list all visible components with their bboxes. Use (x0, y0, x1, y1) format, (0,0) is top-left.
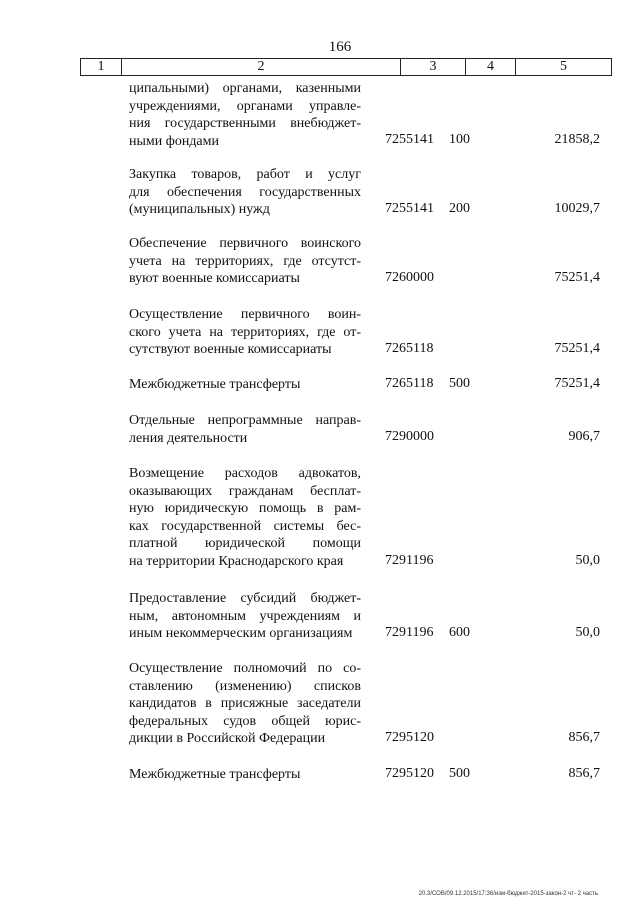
row-description (129, 376, 361, 394)
row-description (129, 235, 361, 288)
description-line: сутствуют военные комиссариаты (129, 342, 332, 357)
amount: 75251,4 (554, 341, 600, 356)
row-description (129, 166, 361, 219)
description-line: на территории Краснодарского края (129, 553, 344, 569)
description-line: ным, автономным учреждениям и (129, 608, 361, 624)
description-line: вуют военные комиссариаты (129, 271, 300, 286)
amount: 75251,4 (554, 270, 600, 285)
column-header-3: 3 (401, 59, 466, 75)
row-description (129, 660, 361, 748)
target-code: 7291196 (385, 625, 434, 640)
column-header-4: 4 (466, 59, 516, 75)
description-line: Осуществление полномочий по со- (129, 661, 361, 676)
column-header-2: 2 (122, 59, 401, 75)
target-code: 7290000 (385, 429, 434, 444)
description-line: иным некоммерческим организациям (129, 626, 353, 641)
target-code: 7291196 (385, 553, 434, 568)
description-line: платной юридической помощи (129, 536, 361, 551)
amount: 75251,4 (554, 376, 600, 391)
row-description (129, 412, 361, 447)
expense-type: 600 (449, 625, 470, 640)
table-header (80, 58, 612, 76)
target-code: 7260000 (385, 270, 434, 285)
target-code: 7255141 (385, 201, 434, 216)
column-header-5: 5 (560, 59, 567, 74)
amount: 50,0 (575, 625, 600, 640)
description-line: федеральных судов общей юрис- (129, 713, 361, 729)
description-line: Обеспечение первичного воинского (129, 236, 361, 251)
amount: 10029,7 (554, 201, 600, 216)
document-footer: 20.3/СОВ/09.12.2015/17:36/изм-бюджет-2015-закон-2 чт- 2 часть (418, 891, 598, 897)
row-description (129, 80, 361, 150)
description-line: Предоставление субсидий бюджет- (129, 591, 361, 606)
amount: 856,7 (568, 730, 600, 745)
expense-type: 500 (449, 766, 470, 781)
row-description (129, 766, 361, 784)
description-line: Возмещение расходов адвокатов, (129, 466, 361, 481)
description-line: ках государственной системы бес- (129, 518, 361, 534)
description-line: дикции в Российской Федерации (129, 731, 326, 746)
description-line: для обеспечения государственных (129, 184, 361, 200)
expense-type: 100 (449, 132, 470, 147)
description-line: ную юридическую помощь в рам- (129, 501, 361, 516)
target-code: 7295120 (385, 766, 434, 781)
target-code: 7265118 (385, 341, 434, 356)
description-line: Закупка товаров, работ и услуг (129, 167, 361, 182)
description-line: оказывающих гражданам бесплат- (129, 483, 361, 499)
amount: 906,7 (568, 429, 600, 444)
description-line: ными фондами (129, 133, 220, 149)
target-code: 7255141 (385, 132, 434, 147)
description-line: ставлению (изменению) списков (129, 678, 361, 694)
description-line: Осуществление первичного воин- (129, 307, 361, 322)
page-number: 166 (328, 39, 352, 55)
description-line: ципальными) органами, казенными (129, 81, 361, 96)
amount: 856,7 (568, 766, 600, 781)
description-line: ния государственными внебюджет- (129, 116, 361, 131)
row-description (129, 306, 361, 359)
description-line: кандидатов в присяжные заседатели (129, 696, 361, 711)
row-description (129, 465, 361, 570)
description-line: Межбюджетные трансферты (129, 377, 301, 392)
description-line: учета на территориях, где отсутст- (129, 253, 361, 269)
amount: 50,0 (575, 553, 600, 568)
description-line: ского учета на территориях, где от- (129, 324, 361, 340)
expense-type: 200 (449, 201, 470, 216)
amount: 21858,2 (554, 132, 600, 147)
description-line: Межбюджетные трансферты (129, 767, 301, 782)
target-code: 7265118 (385, 376, 434, 391)
description-line: (муниципальных) нужд (129, 202, 270, 217)
description-line: Отдельные непрограммные направ- (129, 413, 361, 428)
expense-type: 500 (449, 376, 470, 391)
description-line: ления деятельности (129, 430, 248, 446)
row-description (129, 590, 361, 643)
target-code: 7295120 (385, 730, 434, 745)
column-header-1: 1 (81, 59, 122, 75)
description-line: учреждениями, органами управле- (129, 98, 361, 114)
